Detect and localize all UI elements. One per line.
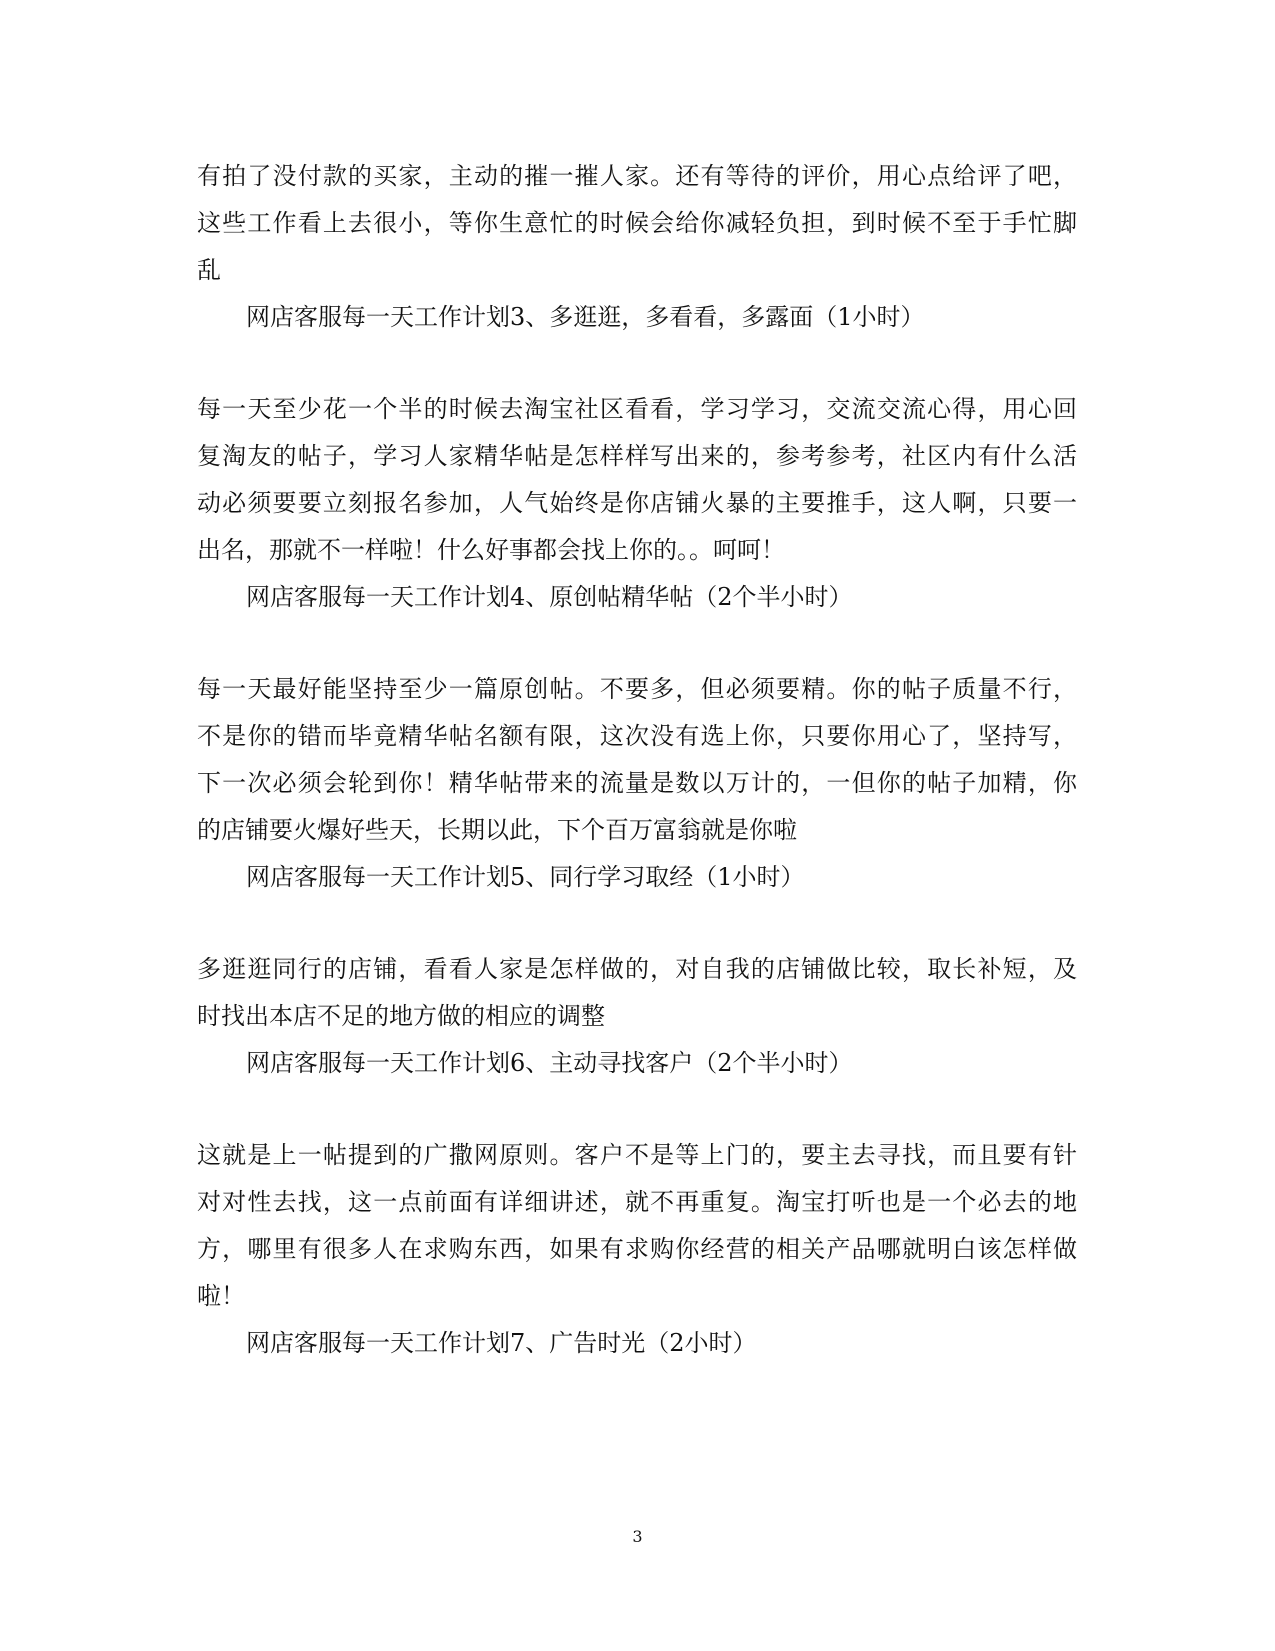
page-number: 3 xyxy=(632,1527,643,1546)
paragraph-2-line-3: 动必须要要立刻报名参加，人气始终是你店铺火暴的主要推手，这人啊，只要一 xyxy=(197,489,1077,517)
paragraph-4-line-1: 多逛逛同行的店铺，看看人家是怎样做的，对自我的店铺做比较，取长补短，及 xyxy=(197,955,1077,983)
paragraph-3-line-4: 的店铺要火爆好些天，长期以此，下个百万富翁就是你啦 xyxy=(197,816,797,844)
paragraph-2-line-4: 出名，那就不一样啦！什么好事都会找上你的。。呵呵！ xyxy=(197,536,785,564)
paragraph-2-line-2: 复淘友的帖子，学习人家精华帖是怎样样写出来的，参考参考，社区内有什么活 xyxy=(197,442,1077,470)
paragraph-1-line-1: 有拍了没付款的买家，主动的摧一摧人家。还有等待的评价，用心点给评了吧， xyxy=(197,162,1077,190)
section-heading-7: 网店客服每一天工作计划7、广告时光（2小时） xyxy=(246,1329,757,1357)
paragraph-1-line-3: 乱 xyxy=(197,256,221,284)
paragraph-3-line-2: 不是你的错而毕竟精华帖名额有限，这次没有选上你，只要你用心了，坚持写， xyxy=(197,722,1077,750)
paragraph-5-line-2: 对对性去找，这一点前面有详细讲述，就不再重复。淘宝打听也是一个必去的地 xyxy=(197,1188,1077,1216)
paragraph-3-line-1: 每一天最好能坚持至少一篇原创帖。不要多，但必须要精。你的帖子质量不行， xyxy=(197,675,1077,703)
paragraph-3-line-3: 下一次必须会轮到你！精华帖带来的流量是数以万计的，一但你的帖子加精，你 xyxy=(197,769,1077,797)
section-heading-5: 网店客服每一天工作计划5、同行学习取经（1小时） xyxy=(246,863,805,891)
section-heading-4: 网店客服每一天工作计划4、原创帖精华帖（2个半小时） xyxy=(246,583,853,611)
paragraph-5-line-4: 啦！ xyxy=(197,1282,245,1310)
paragraph-2-line-1: 每一天至少花一个半的时候去淘宝社区看看，学习学习，交流交流心得，用心回 xyxy=(197,395,1077,423)
paragraph-5-line-3: 方，哪里有很多人在求购东西，如果有求购你经营的相关产品哪就明白该怎样做 xyxy=(197,1235,1077,1263)
paragraph-1-line-2: 这些工作看上去很小，等你生意忙的时候会给你减轻负担，到时候不至于手忙脚 xyxy=(197,209,1077,237)
section-heading-3: 网店客服每一天工作计划3、多逛逛，多看看，多露面（1小时） xyxy=(246,303,925,331)
paragraph-5-line-1: 这就是上一帖提到的广撒网原则。客户不是等上门的，要主去寻找，而且要有针 xyxy=(197,1141,1077,1169)
paragraph-4-line-2: 时找出本店不足的地方做的相应的调整 xyxy=(197,1002,605,1030)
section-heading-6: 网店客服每一天工作计划6、主动寻找客户（2个半小时） xyxy=(246,1049,853,1077)
